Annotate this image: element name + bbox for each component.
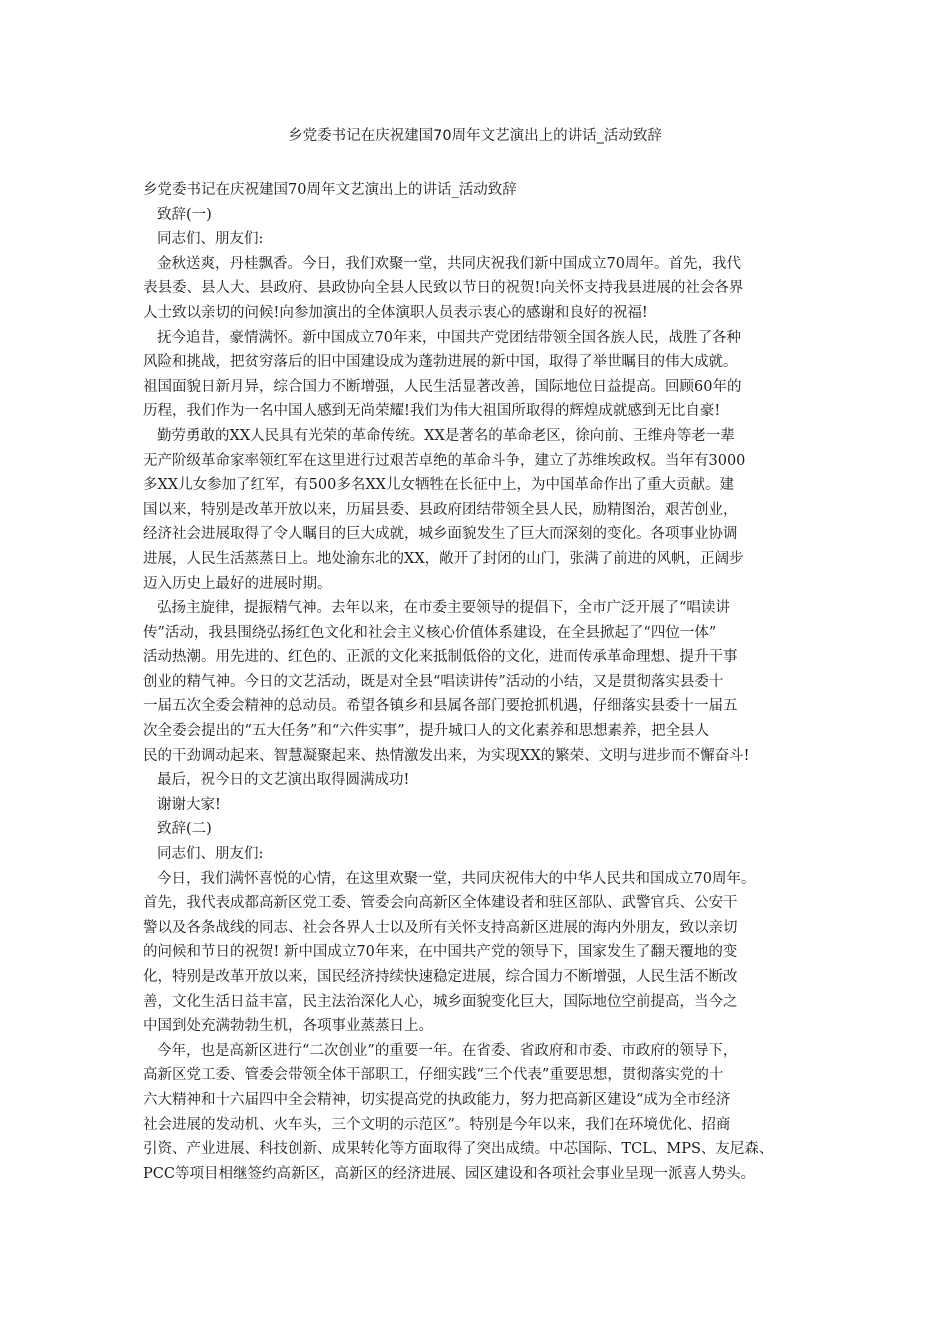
text-line: 同志们、朋友们:: [157, 231, 264, 248]
text-line: 致辞(一): [157, 206, 212, 223]
text-line: 进展，人民生活蒸蒸日上。地处渝东北的XX，敞开了封闭的山门，张满了前进的风帆，正阔步: [143, 550, 744, 567]
text-line: 中国到处充满勃勃生机，各项事业蒸蒸日上。: [143, 1018, 433, 1035]
text-line: 引资、产业进展、科技创新、成果转化等方面取得了突出成绩。中芯国际、TCL、MPS、友尼森、: [143, 1141, 774, 1158]
text-line: 最后，祝今日的文艺演出取得圆满成功!: [157, 772, 410, 789]
text-line: 六大精神和十六届四中全会精神，切实提高党的执政能力，努力把高新区建设“成为全市经济: [143, 1091, 731, 1108]
text-line: 经济社会进展取得了令人瞩目的巨大成就，城乡面貌发生了巨大而深刻的变化。各项事业协调: [143, 526, 738, 543]
text-line: 次全委会提出的“五大任务”和“六件实事”，提升城口人的文化素养和思想素养，把全县人: [143, 723, 710, 740]
text-line: 致辞(二): [157, 821, 212, 838]
text-line: PCC等项目相继签约高新区，高新区的经济进展、园区建设和各项社会事业呈现一派喜人势头。: [143, 1165, 755, 1182]
text-line: 今年，也是高新区进行“二次创业”的重要一年。在省委、省政府和市委、市政府的领导下，: [157, 1042, 738, 1059]
text-line: 金秋送爽，丹桂飘香。今日，我们欢聚一堂，共同庆祝我们新中国成立70周年。首先，我代: [157, 255, 741, 272]
text-line: 风险和挑战，把贫穷落后的旧中国建设成为蓬勃进展的新中国，取得了举世瞩目的伟大成就。: [143, 354, 738, 371]
text-line: 活动热潮。用先进的、红色的、正派的文化来抵制低俗的文化，进而传承革命理想、提升干事: [143, 649, 738, 666]
text-line: 传”活动，我县围绕弘扬红色文化和社会主义核心价值体系建设，在全县掀起了“四位一体”: [143, 624, 717, 641]
text-line: 善，文化生活日益丰富，民主法治深化人心，城乡面貌变化巨大，国际地位空前提高，当今之: [143, 993, 738, 1010]
document-body: [143, 178, 833, 1186]
text-line: 一届五次全委会精神的总动员。希望各镇乡和县属各部门要抢抓机遇，仔细落实县委十一届五: [143, 698, 738, 715]
text-line: 人士致以亲切的问候!向参加演出的全体演职人员表示衷心的感谢和良好的祝福!: [143, 304, 648, 321]
text-line: 勤劳勇敢的XX人民具有光荣的革命传统。XX是著名的革命老区，徐向前、王维舟等老一辈: [157, 427, 735, 444]
text-line: 民的干劲调动起来、智慧凝聚起来、热情激发出来，为实现XX的繁荣、文明与进步而不懈奋斗!: [143, 747, 750, 764]
text-line: 历程，我们作为一名中国人感到无尚荣耀!我们为伟大祖国所取得的辉煌成就感到无比自豪!: [143, 403, 721, 420]
text-line: 祖国面貌日新月异，综合国力不断增强，人民生活显著改善，国际地位日益提高。回顾60年的: [143, 378, 742, 395]
text-line: 谢谢大家!: [157, 796, 221, 813]
text-line: 同志们、朋友们:: [157, 846, 264, 863]
text-line: 乡党委书记在庆祝建国70周年文艺演出上的讲话_活动致辞: [143, 182, 517, 198]
text-line: 弘扬主旋律，提振精气神。去年以来，在市委主要领导的提倡下，全市广泛开展了“唱读讲: [157, 600, 730, 617]
text-line: 社会进展的发动机、火车头，三个文明的示范区”。特别是今年以来，我们在环境优化、招商: [143, 1116, 731, 1133]
text-line: 迈入历史上最好的进展时期。: [143, 575, 332, 592]
text-line: 高新区党工委、管委会带领全体干部职工，仔细实践“三个代表”重要思想，贯彻落实党的十: [143, 1067, 724, 1084]
text-line: 化，特别是改革开放以来，国民经济持续快速稳定进展，综合国力不断增强，人民生活不断改: [143, 969, 738, 985]
text-line: 今日，我们满怀喜悦的心情，在这里欢聚一堂，共同庆祝伟大的中华人民共和国成立70周年。: [157, 870, 756, 887]
text-line: 国以来，特别是改革开放以来，历届县委、县政府团结带领全县人民，励精图治，艰苦创业，: [143, 501, 738, 518]
text-line: 抚今追昔，豪情满怀。新中国成立70年来，中国共产党团结带领全国各族人民，战胜了各种: [157, 329, 741, 346]
text-line: 无产阶级革命家率领红军在这里进行过艰苦卓绝的革命斗争，建立了苏维埃政权。当年有3000: [143, 452, 746, 469]
text-line: 首先，我代表成都高新区党工委、管委会向高新区全体建设者和驻区部队、武警官兵、公安干: [143, 895, 738, 912]
text-line: 创业的精气神。今日的文艺活动，既是对全县“唱读讲传”活动的小结，又是贯彻落实县委十: [143, 673, 724, 690]
text-line: 表县委、县人大、县政府、县政协向全县人民致以节日的祝贺!向关怀支持我县进展的社会各界: [143, 280, 744, 297]
text-line: 多XX儿女参加了红军，有500多名XX儿女牺牲在长征中上，为中国革命作出了重大贡献。建: [143, 477, 734, 494]
text-line: 警以及各条战线的同志、社会各界人士以及所有关怀支持高新区进展的海内外朋友，致以亲切: [143, 919, 738, 936]
text-line: 的问候和节日的祝贺! 新中国成立70年来，在中国共产党的领导下，国家发生了翻天覆地的变: [143, 944, 738, 961]
document-title: 乡党委书记在庆祝建国70周年文艺演出上的讲话_活动致辞: [288, 128, 662, 144]
